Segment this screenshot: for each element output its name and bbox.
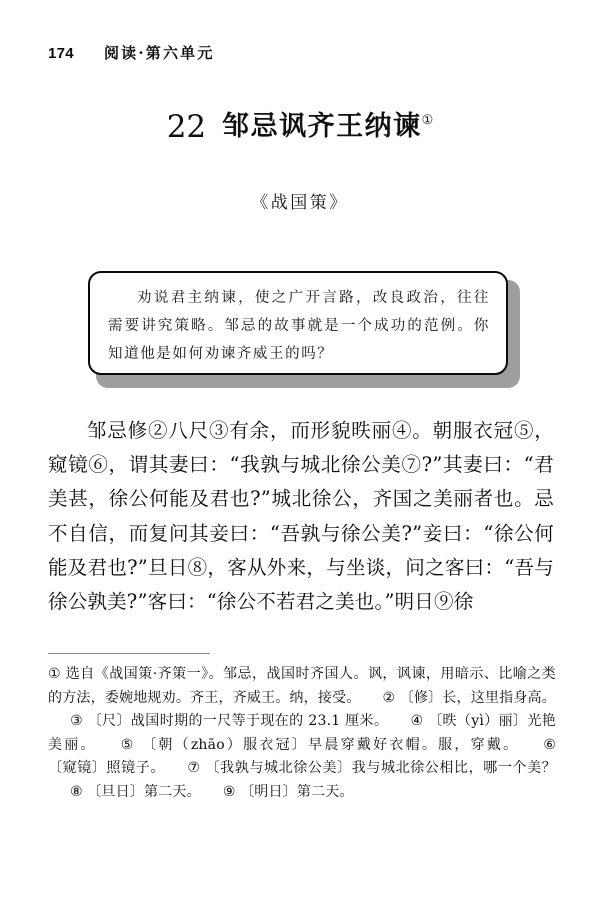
footnote-headword: 〔朝（zhāo）服衣冠〕 xyxy=(142,736,309,753)
footnote-number: ⑨ xyxy=(222,783,236,800)
running-head xyxy=(0,42,600,68)
footnote-text: 第二天。 xyxy=(296,783,354,800)
footnote-number: ④ xyxy=(410,713,424,730)
footnote-list xyxy=(48,663,556,805)
footnote-number: ⑦ xyxy=(187,760,201,777)
footnote-headword: 〔修〕 xyxy=(399,689,443,706)
lesson-number: 22 xyxy=(166,109,207,145)
footnote-number: ③ xyxy=(70,713,83,730)
footnote-text: 照镜子。 xyxy=(106,760,165,777)
footnote-item xyxy=(119,737,520,753)
footnote-item xyxy=(223,784,354,800)
body-paragraph: 邹忌修②八尺③有余，而形貌昳丽④。朝服衣冠⑤，窥镜⑥，谓其妻曰：“我孰与城北徐公美⑦?”其妻曰：“君美甚，徐公何能及君也?”城北徐公，齐国之美丽者也。忌不自信，而复问其妾曰：“吾孰与徐公美?”妾曰：“徐公何能及君也?”旦日⑧，客从外来，与坐谈，问之客曰：“吾与徐公孰美?”客曰：“徐公不若君之美也。”明日⑨徐 xyxy=(48,419,554,614)
lesson-title-block xyxy=(0,104,600,145)
footnote-headword: 〔尺〕 xyxy=(87,713,131,730)
footnote-text: 战国时期的一尺等于现在的 23.1 厘米。 xyxy=(130,713,389,730)
footnote-item xyxy=(187,760,556,776)
footnote-text: 长，这里指身高。 xyxy=(442,689,556,706)
footnote-number: ⑥ xyxy=(541,736,556,753)
footnote-headword: 〔我孰与城北徐公美〕 xyxy=(205,760,352,777)
footnote-text: 我与城北徐公相比，哪一个美？ xyxy=(351,760,556,777)
footnote-item xyxy=(70,784,201,800)
footnote-number: ⑧ xyxy=(70,783,83,800)
footnote-headword: 〔明日〕 xyxy=(240,783,297,800)
footnote-text: 第二天。 xyxy=(144,783,201,800)
lesson-title-line xyxy=(167,104,434,145)
intro-callout-text: 劝说君主纳谏，使之广开言路，改良政治，往往需要讲究策略。邹忌的故事就是一个成功的范例。你知道他是如何劝谏齐威王的吗？ xyxy=(108,290,490,362)
footnote-item xyxy=(70,713,388,729)
footnote-item xyxy=(383,690,556,706)
footnote-text: 选自《战国策·齐策一》。邹忌，战国时齐国人。讽，讽谏，用暗示、比喻之类的方法，委婉地规劝。齐王，齐威王。纳，接受。 xyxy=(48,666,556,706)
footnote-headword: 〔窥镜〕 xyxy=(48,760,107,777)
source-attribution: 《战国策》 xyxy=(251,193,349,213)
footnote-number: ⑤ xyxy=(118,736,136,753)
footnote-headword: 〔旦日〕 xyxy=(87,783,145,800)
footnote-headword: 〔昳（yì）丽〕 xyxy=(428,713,528,730)
footnote-text: 光艳美丽。 xyxy=(48,713,556,753)
footnote-text: 早晨穿戴好衣帽。服，穿戴。 xyxy=(308,736,520,753)
title-footnote-marker: ① xyxy=(421,112,434,127)
footnote-number: ① xyxy=(48,666,61,682)
footnote-number: ② xyxy=(382,689,396,706)
page-number: 174 xyxy=(48,45,74,62)
intro-callout xyxy=(88,271,516,383)
intro-callout-box xyxy=(88,271,508,375)
section-title: 阅读·第六单元 xyxy=(103,44,215,62)
page-title: 邹忌讽齐王纳谏 xyxy=(222,111,422,142)
footnote-divider xyxy=(48,653,210,654)
